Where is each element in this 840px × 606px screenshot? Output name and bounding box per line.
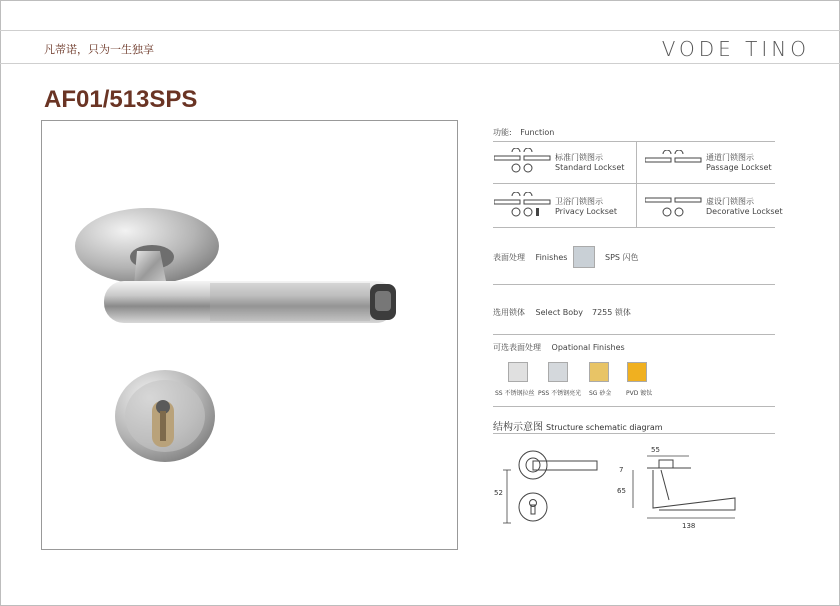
optional-swatch-pss	[548, 362, 568, 382]
decorative-lockset-en: Decorative Lockset	[706, 207, 783, 216]
finishes-rule	[493, 284, 775, 285]
optional-label	[493, 342, 625, 353]
finishes-label-en: Finishes	[535, 253, 568, 262]
optional-swatch-ss	[508, 362, 528, 382]
passage-lockset-icon	[645, 150, 703, 168]
function-divider	[636, 141, 637, 227]
product-photo	[41, 120, 458, 550]
structure-title-cn: 结构示意图	[493, 422, 543, 433]
body-value: 7255 锁体	[592, 308, 631, 317]
side-view-diagram	[625, 448, 750, 530]
optional-swatch-pvd	[627, 362, 647, 382]
function-bottom-rule	[493, 227, 775, 228]
standard-lockset-cn: 标准门锁图示	[555, 153, 603, 162]
function-label-en: Function	[520, 128, 555, 137]
header-bottom-rule	[0, 63, 840, 64]
slogan: 凡蒂诺，只为一生独享	[44, 43, 154, 56]
dim-rose: 52	[494, 489, 503, 497]
function-label-cn: 功能:	[493, 128, 512, 137]
body-label-en: Select Boby	[535, 308, 583, 317]
privacy-lockset-cn: 卫浴门锁图示	[555, 197, 603, 206]
front-view-diagram	[493, 448, 608, 528]
decorative-lockset-label	[706, 197, 783, 217]
standard-lockset-icon	[494, 148, 552, 176]
optional-label-pss: PSS 不锈钢亮光	[538, 390, 582, 397]
privacy-lockset-icon	[494, 192, 552, 220]
finish-value: SPS 闪色	[605, 253, 639, 262]
dim-height: 65	[617, 487, 626, 495]
body-label-cn: 选用锁体	[493, 308, 525, 317]
standard-lockset-label	[555, 153, 624, 173]
function-mid-rule	[493, 183, 775, 184]
finishes-label	[493, 252, 567, 263]
optional-label-ss: SS 不锈钢拉丝	[495, 390, 535, 397]
product-model: AF01/513SPS	[44, 86, 198, 113]
structure-rule	[493, 433, 775, 434]
function-top-rule	[493, 141, 775, 142]
optional-rule	[493, 406, 775, 407]
optional-label-cn: 可选表面处理	[493, 343, 541, 352]
passage-lockset-en: Passage Lockset	[706, 163, 772, 172]
finishes-label-cn: 表面处理	[493, 253, 525, 262]
body-rule	[493, 334, 775, 335]
body-label	[493, 307, 583, 318]
optional-label-pvd: PVD 镀钛	[626, 390, 653, 397]
optional-label-en: Opational Finishes	[551, 343, 625, 352]
passage-lockset-cn: 通道门锁图示	[706, 153, 754, 162]
dim-top: 55	[651, 446, 660, 454]
standard-lockset-en: Standard Lockset	[555, 163, 625, 172]
door-handle-image	[42, 121, 457, 549]
finish-swatch	[573, 246, 595, 268]
optional-label-sg: SG 砂金	[589, 390, 612, 397]
function-label	[493, 127, 554, 138]
dim-width: 138	[682, 522, 696, 530]
structure-title	[493, 418, 663, 433]
header-top-rule	[0, 30, 840, 31]
structure-title-en: Structure schematic diagram	[546, 423, 663, 432]
optional-swatch-sg	[589, 362, 609, 382]
decorative-lockset-icon	[645, 192, 703, 220]
passage-lockset-label	[706, 153, 772, 173]
decorative-lockset-cn: 虚设门锁图示	[706, 197, 754, 206]
privacy-lockset-label	[555, 197, 617, 217]
brand-logo: VODE TINO	[661, 37, 810, 61]
privacy-lockset-en: Privacy Lockset	[555, 207, 617, 216]
dim-small: 7	[619, 466, 624, 474]
